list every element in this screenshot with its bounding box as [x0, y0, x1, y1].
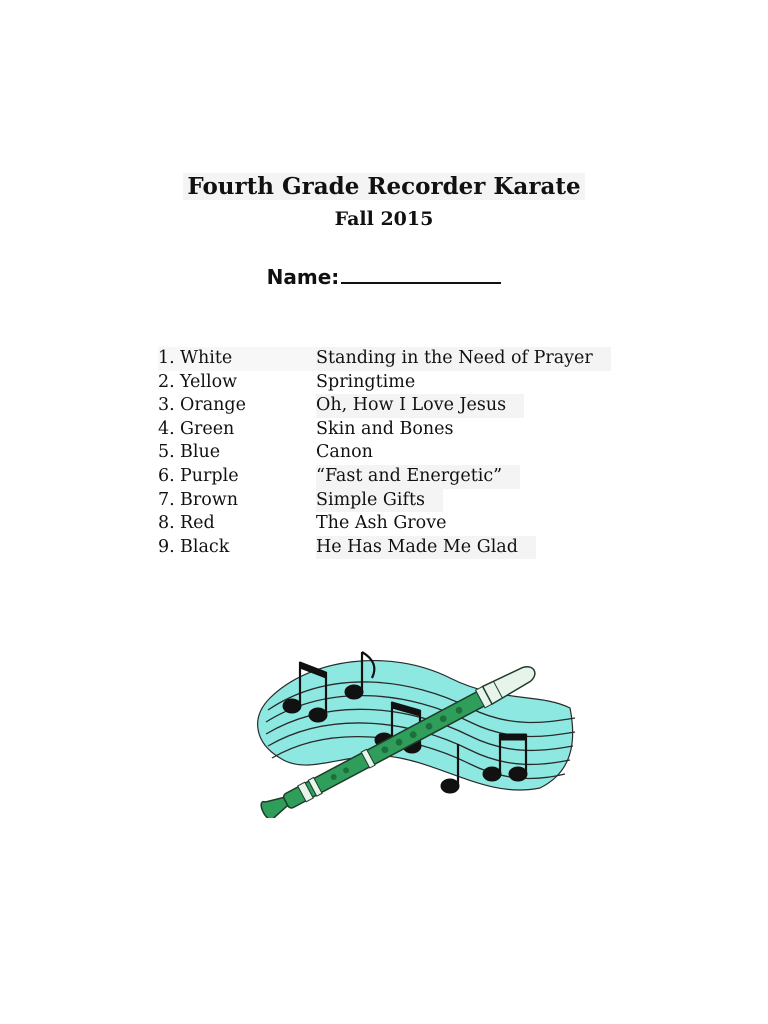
belt-color: Purple — [180, 465, 239, 486]
belt-row — [158, 489, 638, 513]
belt-list — [158, 347, 638, 559]
name-field — [0, 262, 768, 292]
belt-row — [158, 347, 638, 371]
belt-number: 5. — [158, 442, 175, 463]
title-text: Fourth Grade Recorder Karate — [183, 173, 584, 200]
belt-number: 9. — [158, 536, 175, 557]
belt-song: “Fast and Energetic” — [316, 465, 520, 489]
belt-color: White — [180, 348, 233, 368]
belt-color: Red — [180, 513, 215, 534]
belt-song: Standing in the Need of Prayer — [316, 347, 611, 371]
belt-number: 6. — [158, 465, 175, 486]
belt-song: Skin and Bones — [316, 418, 454, 439]
belt-color: Green — [180, 418, 235, 439]
belt-number: 3. — [158, 395, 175, 416]
page-title — [0, 170, 768, 204]
belt-color: Yellow — [180, 371, 238, 392]
belt-song: The Ash Grove — [316, 513, 447, 534]
belt-number: 1. — [158, 348, 175, 368]
belt-song: Springtime — [316, 371, 416, 392]
page-subtitle: Fall 2015 — [334, 208, 434, 230]
belt-color: Blue — [180, 442, 221, 463]
belt-song: He Has Made Me Glad — [316, 536, 536, 560]
belt-song: Oh, How I Love Jesus — [316, 394, 524, 418]
belt-row — [158, 394, 638, 418]
recorder-with-music-notes-icon — [240, 648, 580, 818]
belt-song: Canon — [316, 442, 373, 463]
belt-song: Simple Gifts — [316, 489, 443, 513]
belt-row — [158, 371, 638, 395]
belt-color: Black — [180, 536, 230, 557]
belt-number: 8. — [158, 513, 175, 534]
belt-number: 7. — [158, 489, 175, 510]
name-blank-line[interactable] — [341, 262, 501, 284]
belt-row — [158, 512, 638, 536]
belt-row — [158, 441, 638, 465]
belt-number: 4. — [158, 418, 175, 439]
belt-row — [158, 465, 638, 489]
belt-color: Brown — [180, 489, 239, 510]
name-label: Name: — [266, 265, 340, 289]
belt-row — [158, 418, 638, 442]
belt-number: 2. — [158, 371, 175, 392]
belt-row — [158, 536, 638, 560]
belt-color: Orange — [180, 395, 246, 416]
